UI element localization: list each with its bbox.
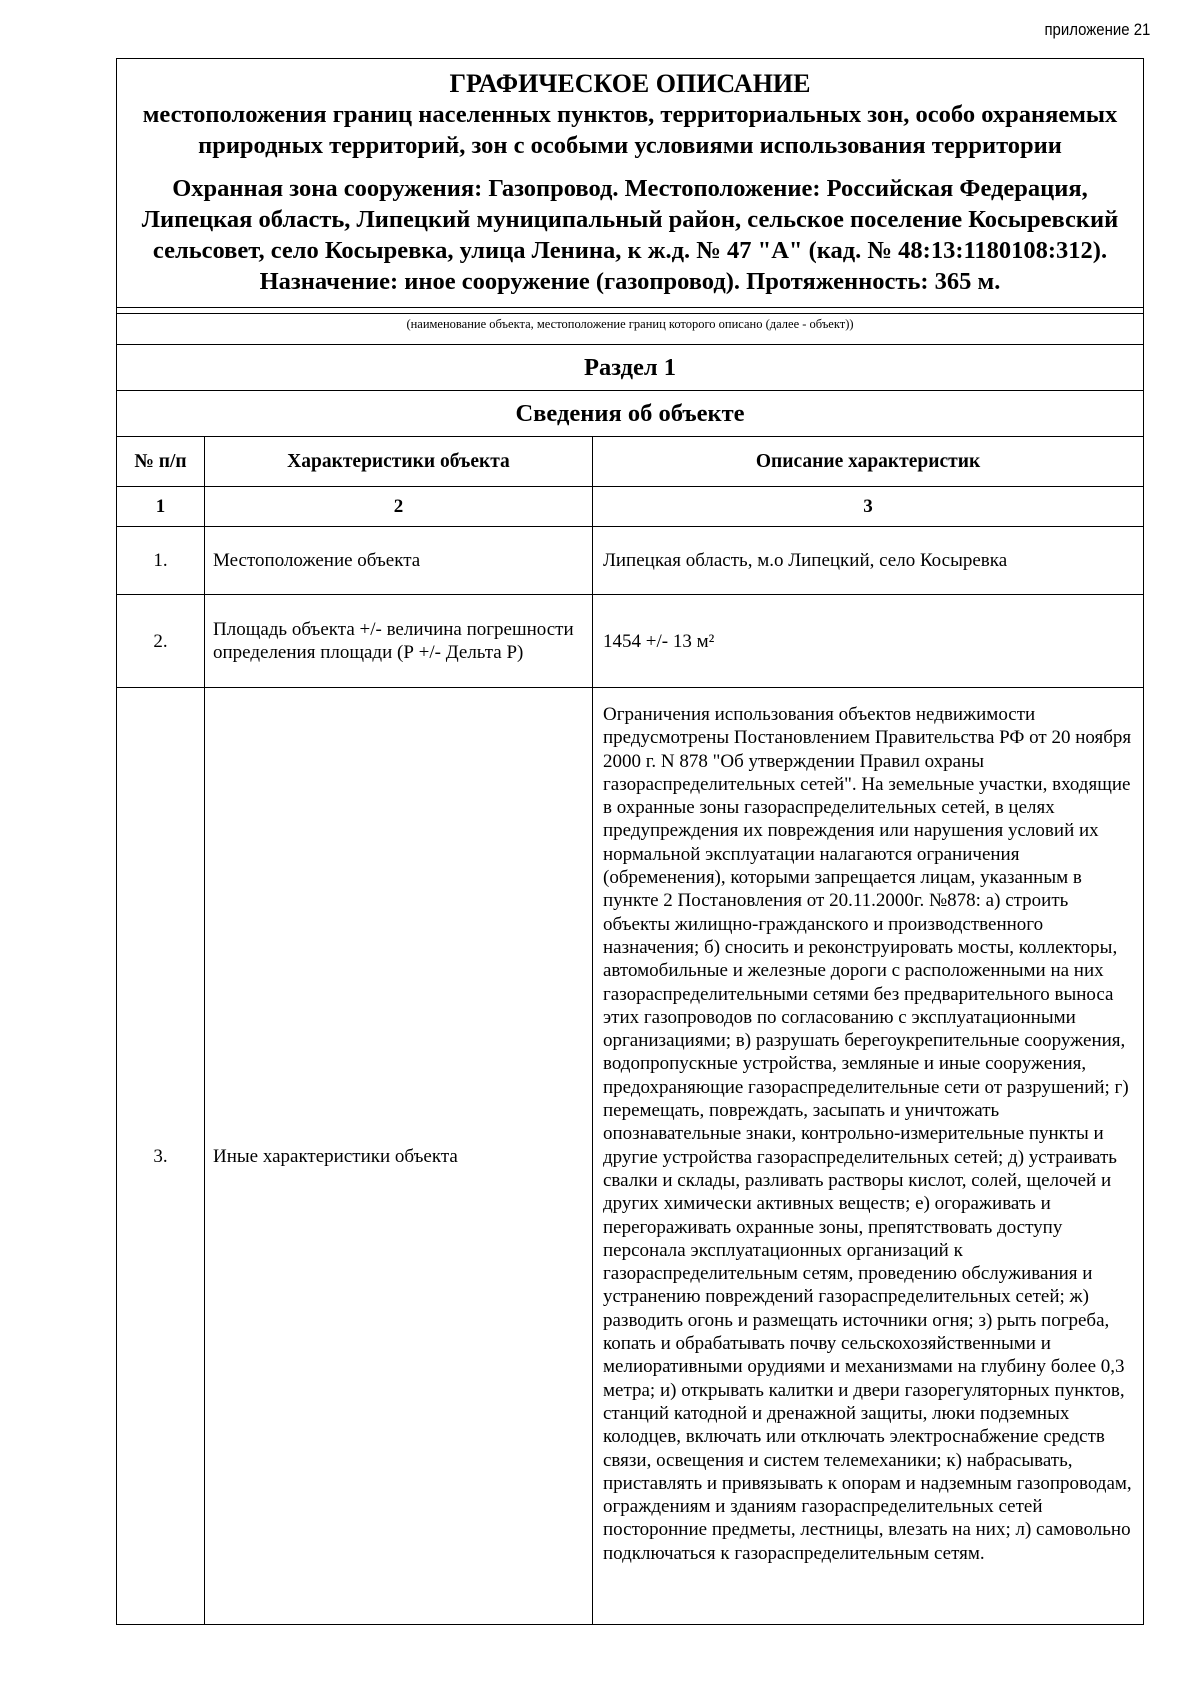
section-title: Раздел 1 <box>117 344 1143 390</box>
document-frame <box>116 58 1144 1625</box>
table-row <box>117 527 1143 595</box>
table-header-row <box>117 437 1143 487</box>
table-row <box>117 595 1143 688</box>
row-description: Липецкая область, м.о Липецкий, село Косыревка <box>593 527 1144 595</box>
column-header-description: Описание характеристик <box>593 437 1144 487</box>
column-header-number: № п/п <box>117 437 205 487</box>
row-characteristic: Площадь объекта +/- величина погрешности определения площади (Р +/- Дельта Р) <box>205 595 593 688</box>
document-subtitle: местоположения границ населенных пунктов, территориальных зон, особо охраняемых природных территорий, зон с особыми условиями использования территории <box>142 101 1118 159</box>
column-number: 3 <box>593 487 1144 527</box>
column-number: 2 <box>205 487 593 527</box>
object-name: Охранная зона сооружения: Газопровод. Местоположение: Российская Федерация, Липецкая область, Липецкий муниципальный район, сельское поселение Косыревский сельсовет, село Косыревка, улица Ленина, к ж.д. № 47 "А" (кад. № 48:13:1180108:312). Назначение: иное сооружение (газопровод). Протяженность: 365 м. <box>141 175 1119 295</box>
row-number: 1. <box>117 527 205 595</box>
object-info-table <box>117 436 1143 1624</box>
section-subtitle: Сведения об объекте <box>117 390 1143 436</box>
appendix-label: приложение 21 <box>1044 20 1150 39</box>
document-header <box>117 59 1143 297</box>
document-title: ГРАФИЧЕСКОЕ ОПИСАНИЕ <box>449 69 811 98</box>
row-number: 2. <box>117 595 205 688</box>
row-description: 1454 +/- 13 м² <box>593 595 1144 688</box>
column-number-row <box>117 487 1143 527</box>
column-number: 1 <box>117 487 205 527</box>
row-number: 3. <box>117 688 205 1625</box>
row-description: Ограничения использования объектов недвижимости предусмотрены Постановлением Правительства РФ от 20 ноября 2000 г. N 878 "Об утверждении Правил охраны газораспределительных сетей". На земельные участки, входящие в охранные зоны газораспределительных сетей, в целях предупреждения их повреждения или нарушения условий их нормальной эксплуатации налагаются ограничения (обременения), которыми запрещается лицам, указанным в пункте 2 Постановления от 20.11.2000г. №878: а) строить объекты жилищно-гражданского и производственного назначения; б) сносить и реконструировать мосты, коллекторы, автомобильные и железные дороги с расположенными на них газораспределительными сетями без предварительного выноса этих газопроводов по согласованию с эксплуатационными организациями; в) разрушать берегоукрепительные сооружения, водопропускные устройства, земляные и иные сооружения, предохраняющие газораспределительные сети от разрушений; г) перемещать, повреждать, засыпать и уничтожать опознавательные знаки, контрольно-измерительные пункты и другие устройства газораспределительных сетей; д) устраивать свалки и склады, разливать растворы кислот, солей, щелочей и других химически активных веществ; е) огораживать и перегораживать охранные зоны, препятствовать доступу персонала эксплуатационных организаций к газораспределительным сетям, проведению обслуживания и устранению повреждений газораспределительных сетей; ж) разводить огонь и размещать источники огня; з) рыть погреба, копать и обрабатывать почву сельскохозяйственными и мелиоративными орудиями и механизмами на глубину более 0,3 метра; и) открывать калитки и двери газорегуляторных пунктов, станций катодной и дренажной защиты, люки подземных колодцев, включать или отключать электроснабжение средств связи, освещения и систем телемеханики; к) набрасывать, приставлять и привязывать к опорам и надземным газопроводам, ограждениям и зданиям газораспределительных сетей посторонние предметы, лестницы, влезать на них; л) самовольно подключаться к газораспределительным сетям. <box>593 688 1144 1625</box>
row-characteristic: Иные характеристики объекта <box>205 688 593 1625</box>
table-row <box>117 688 1143 1625</box>
column-header-characteristic: Характеристики объекта <box>205 437 593 487</box>
object-caption: (наименование объекта, местоположение границ которого описано (далее - объект)) <box>117 313 1143 344</box>
row-characteristic: Местоположение объекта <box>205 527 593 595</box>
